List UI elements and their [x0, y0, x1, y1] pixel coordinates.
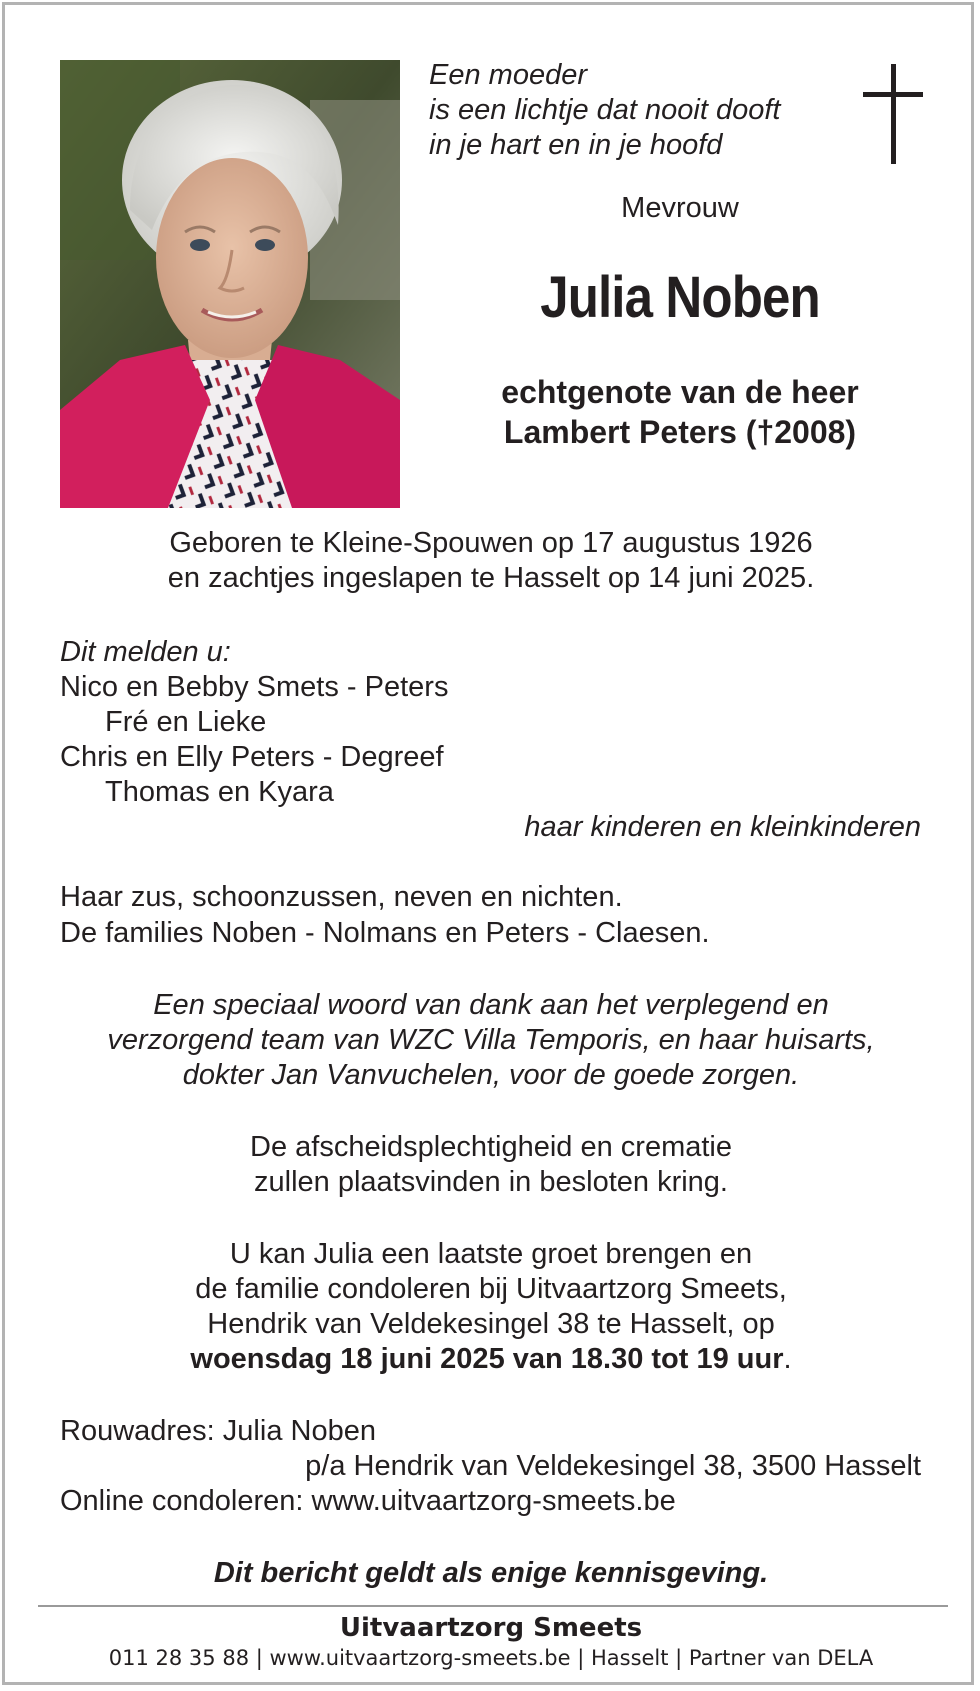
family-line-4: Thomas en Kyara: [105, 776, 334, 808]
honorific: Mevrouw: [621, 192, 739, 224]
spouse-line-2: Lambert Peters (†2008): [503, 414, 857, 450]
family-line-3: Chris en Elly Peters - Degreef: [60, 741, 444, 773]
visit-line-2: de familie condoleren bij Uitvaartzorg Smeets,: [195, 1273, 787, 1305]
announcers-intro: Dit melden u:: [60, 636, 231, 668]
birth-line: Geboren te Kleine-Spouwen op 17 augustus 1926: [169, 527, 813, 559]
relatives-line-2: De families Noben - Nolmans en Peters - Claesen.: [60, 917, 710, 949]
footer-company: Uitvaartzorg Smeets: [339, 1613, 643, 1643]
relatives-line-1: Haar zus, schoonzussen, neven en nichten.: [60, 881, 623, 913]
family-relation: haar kinderen en kleinkinderen: [524, 811, 921, 843]
latin-cross-icon: [863, 64, 923, 164]
visit-datetime-bold: woensdag 18 juni 2025 van 18.30 tot 19 uur: [190, 1343, 784, 1375]
spouse-line-1: echtgenote van de heer: [501, 374, 859, 410]
family-line-2: Fré en Lieke: [105, 706, 267, 738]
family-line-1: Nico en Bebby Smets - Peters: [60, 671, 449, 703]
deceased-name: Julia Noben: [540, 265, 820, 330]
poem-line-1: Een moeder: [429, 59, 587, 91]
visit-datetime: [5, 1341, 977, 1377]
poem-line-3: in je hart en in je hoofd: [429, 129, 723, 161]
visit-period: .: [783, 1343, 792, 1375]
portrait-photo: [60, 60, 400, 508]
ceremony-line-1: De afscheidsplechtigheid en crematie: [250, 1131, 732, 1163]
address-line-1: Rouwadres: Julia Noben: [60, 1415, 376, 1447]
address-line-2: p/a Hendrik van Veldekesingel 38, 3500 Hasselt: [305, 1450, 921, 1482]
thanks-line-1: Een speciaal woord van dank aan het verplegend en: [153, 989, 829, 1021]
obituary-card: [2, 2, 974, 1685]
visit-line-3: Hendrik van Veldekesingel 38 te Hasselt, op: [207, 1308, 775, 1340]
footer-info: 011 28 35 88 | www.uitvaartzorg-smeets.be | Hasselt | Partner van DELA: [108, 1646, 874, 1670]
online-condolences: Online condoleren: www.uitvaartzorg-smeets.be: [60, 1485, 676, 1517]
ceremony-line-2: zullen plaatsvinden in besloten kring.: [254, 1166, 728, 1198]
notice: Dit bericht geldt als enige kennisgeving.: [213, 1557, 769, 1589]
visit-line-1: U kan Julia een laatste groet brengen en: [229, 1238, 753, 1270]
poem-line-2: is een lichtje dat nooit dooft: [429, 94, 781, 126]
thanks-line-2: verzorgend team van WZC Villa Temporis, en haar huisarts,: [107, 1024, 875, 1056]
thanks-line-3: dokter Jan Vanvuchelen, voor de goede zorgen.: [182, 1059, 800, 1091]
footer-divider: [38, 1605, 948, 1607]
death-line: en zachtjes ingeslapen te Hasselt op 14 juni 2025.: [167, 562, 815, 594]
